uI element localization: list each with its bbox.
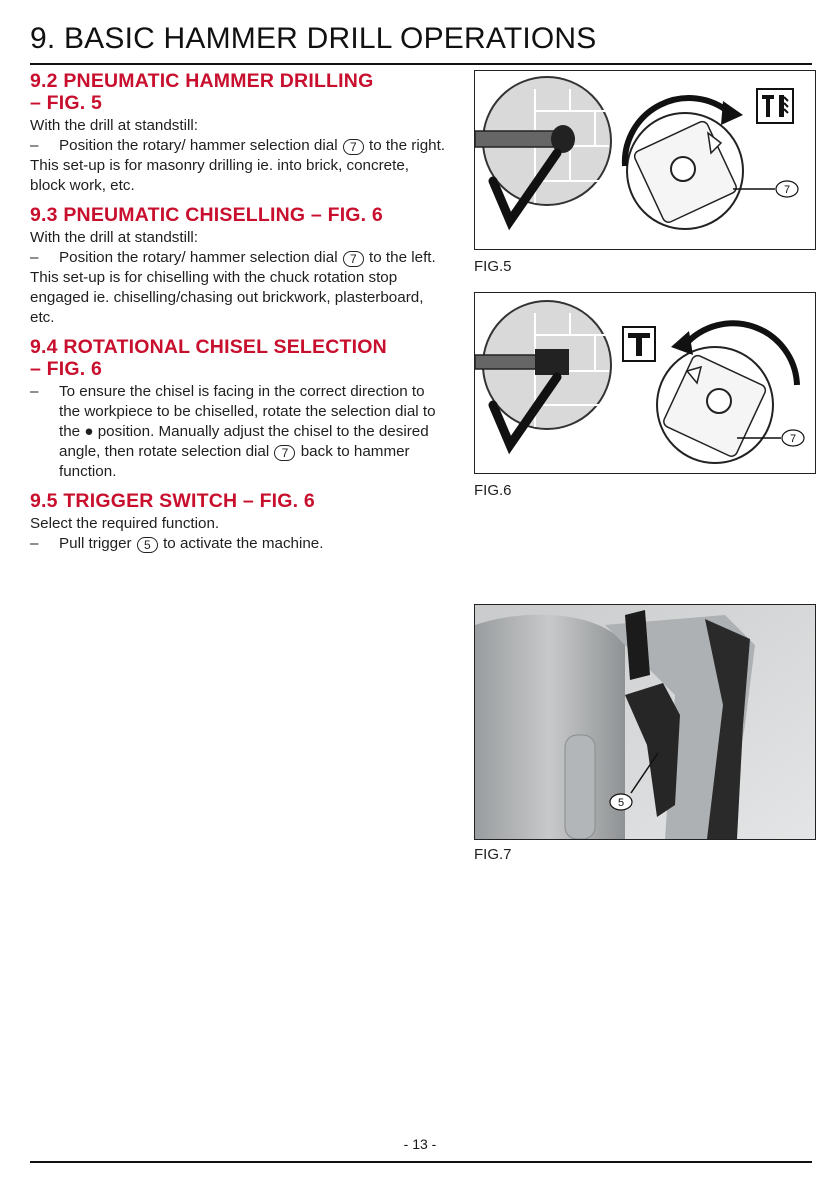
figure-5-caption: FIG.5 bbox=[474, 258, 512, 275]
arrow-head-icon bbox=[671, 331, 693, 355]
section-9-4 bbox=[30, 336, 448, 482]
bullet-item bbox=[30, 136, 448, 156]
heading-line: – FIG. 6 bbox=[30, 358, 103, 380]
intro-text: With the drill at standstill: bbox=[30, 229, 198, 246]
drill-bit bbox=[475, 131, 557, 147]
bullet-text: Pull trigger bbox=[59, 535, 132, 552]
figure-7-photo bbox=[475, 605, 815, 839]
drill-with-hammer-mode-icon bbox=[757, 89, 793, 123]
heading-line: 9.2 PNEUMATIC HAMMER DRILLING bbox=[30, 70, 374, 92]
section-heading: 9.5 TRIGGER SWITCH – FIG. 6 bbox=[30, 490, 315, 512]
section-heading bbox=[30, 336, 448, 380]
title-rule bbox=[30, 63, 812, 65]
text-column bbox=[30, 70, 448, 562]
figure-7-caption: FIG.7 bbox=[474, 846, 512, 863]
callout-label: 7 bbox=[789, 433, 797, 445]
section-9-2 bbox=[30, 70, 448, 196]
figure-7 bbox=[474, 604, 816, 840]
heading-line: – FIG. 5 bbox=[30, 92, 103, 114]
callout-label: 7 bbox=[783, 184, 791, 196]
section-heading: 9.3 PNEUMATIC CHISELLING – FIG. 6 bbox=[30, 204, 383, 226]
callout-label: 5 bbox=[617, 797, 625, 809]
dial-center bbox=[707, 389, 731, 413]
drill-hole bbox=[551, 125, 575, 153]
note-text: This set-up is for masonry drilling ie. into brick, concrete, block work, etc. bbox=[30, 157, 409, 194]
note-text: This set-up is for chiselling with the chuck rotation stop engaged ie. chiselling/chasing out brickwork, plasterboard, etc. bbox=[30, 269, 424, 326]
bullet-text: to the left. bbox=[369, 249, 436, 266]
bullet-text: back to hammer function. bbox=[59, 443, 410, 480]
bullet-text: Position the rotary/ hammer selection dial bbox=[59, 249, 338, 266]
bullet-text: Position the rotary/ hammer selection dial bbox=[59, 137, 338, 154]
intro-text: With the drill at standstill: bbox=[30, 117, 198, 134]
part-ref-badge: 7 bbox=[343, 251, 364, 267]
hammer-only-mode-icon bbox=[623, 327, 655, 361]
bullet-item bbox=[30, 248, 448, 268]
bullet-text: to the right. bbox=[369, 137, 446, 154]
part-ref-badge: 5 bbox=[137, 537, 158, 553]
page-number: - 13 - bbox=[403, 1136, 437, 1152]
figure-6-caption: FIG.6 bbox=[474, 482, 512, 499]
part-ref-badge: 7 bbox=[343, 139, 364, 155]
bullet-item bbox=[30, 534, 448, 554]
drill-housing bbox=[475, 615, 625, 839]
intro-text: Select the required function. bbox=[30, 515, 220, 532]
part-ref-badge: 7 bbox=[274, 445, 295, 461]
footer-rule bbox=[30, 1161, 812, 1163]
figure-5-illustration bbox=[475, 71, 815, 249]
section-heading bbox=[30, 70, 448, 114]
arrow-head-icon bbox=[721, 101, 743, 125]
figure-6 bbox=[474, 292, 816, 474]
figure-5 bbox=[474, 70, 816, 250]
bullet-text: To ensure the chisel is facing in the correct direction to the workpiece to be chiselled, rotate the selection dial to the ● position. Manually adjust the chisel to the desired angle, then rotate selection dial bbox=[59, 383, 436, 460]
section-9-5 bbox=[30, 490, 448, 554]
figure-6-illustration bbox=[475, 293, 815, 473]
section-9-3 bbox=[30, 204, 448, 328]
dial-center bbox=[671, 157, 695, 181]
chisel-tip bbox=[535, 349, 569, 375]
heading-line: 9.4 ROTATIONAL CHISEL SELECTION bbox=[30, 336, 387, 358]
page-title: 9. BASIC HAMMER DRILL OPERATIONS bbox=[30, 22, 597, 55]
bullet-item bbox=[30, 382, 448, 482]
bullet-text: to activate the machine. bbox=[163, 535, 324, 552]
side-handle bbox=[565, 735, 595, 839]
